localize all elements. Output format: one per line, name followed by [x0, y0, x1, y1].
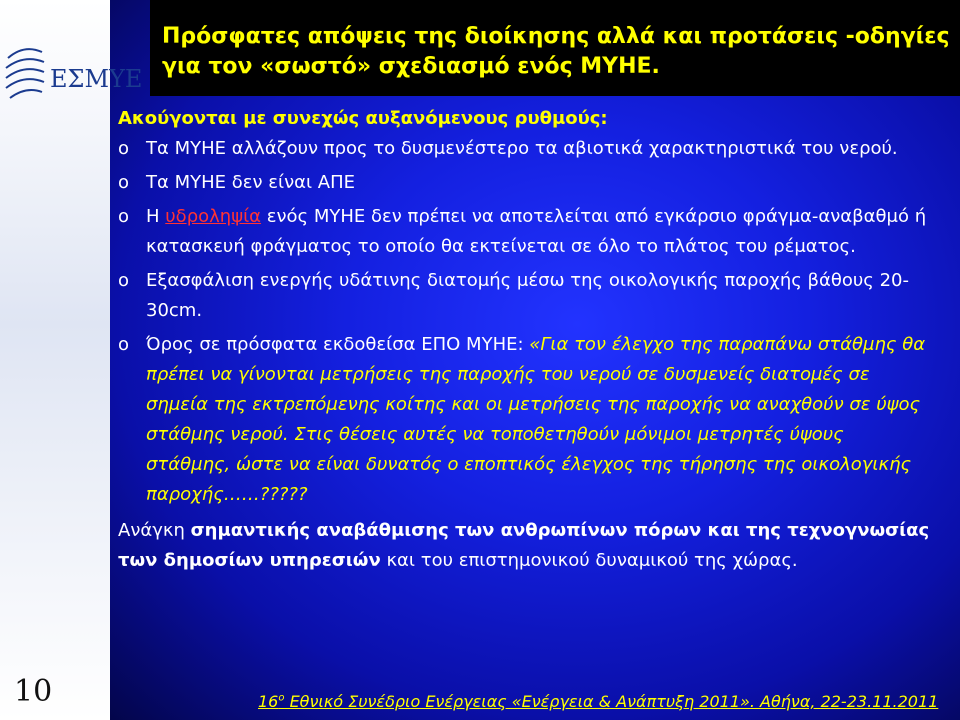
- footer-conference: [258, 692, 958, 711]
- bullet-text-prefix: Η: [146, 206, 166, 227]
- summary-emphasis: σημαντικής αναβάθμισης των ανθρωπίνων πόρων και της τεχνογνωσίας των δημοσίων υπηρεσιών: [118, 520, 930, 571]
- bullet-circle-icon: o: [118, 334, 130, 355]
- bullet-text-prefix: Όρος σε πρόσφατα εκδοθείσα ΕΠΟ ΜΥΗΕ:: [146, 334, 530, 355]
- summary-end: και του επιστημονικού δυναμικού της χώρας.: [380, 550, 798, 571]
- summary-paragraph: [118, 516, 930, 576]
- bullet-item: [118, 266, 930, 326]
- logo-graphic-icon: [2, 40, 142, 110]
- footer-ordinal: ο: [278, 692, 285, 704]
- title-line-1: Πρόσφατες απόψεις της διοίκησης αλλά και προτάσεις -οδηγίες: [162, 24, 950, 49]
- slide-title: [162, 22, 957, 82]
- hyperlink-ydrolipsia[interactable]: υδροληψία: [165, 206, 262, 227]
- bullet-text: Τα ΜΥΗΕ αλλάζουν προς το δυσμενέστερο τα αβιοτικά χαρακτηριστικά του νερού.: [146, 138, 898, 159]
- bullet-circle-icon: o: [118, 206, 130, 227]
- title-line-2: για τον «σωστό» σχεδιασμό ενός ΜΥΗΕ.: [162, 54, 660, 79]
- slide-content: [118, 104, 930, 576]
- bullet-circle-icon: o: [118, 138, 130, 159]
- bullet-circle-icon: o: [118, 172, 130, 193]
- esmye-logo: [2, 40, 142, 110]
- bullet-text: Τα ΜΥΗΕ δεν είναι ΑΠΕ: [146, 172, 356, 193]
- footer-text: Εθνικό Συνέδριο Ενέργειας «Ενέργεια & Ανάπτυξη 2011». Αθήνα, 22-23.11.2011: [284, 692, 939, 711]
- footer-number: 16: [258, 692, 279, 711]
- bullet-circle-icon: o: [118, 270, 130, 291]
- bullet-text-rest: ενός ΜΥΗΕ δεν πρέπει να αποτελείται από εγκάρσιο φράγμα-αναβαθμό ή κατασκευή φράγματος το οποίο θα εκτείνεται σε όλο το πλάτος του ρέματος.: [146, 206, 927, 257]
- bullet-text: Εξασφάλιση ενεργής υδάτινης διατομής μέσω της οικολογικής παροχής βάθους 20-30cm.: [146, 270, 909, 321]
- bullet-item: [118, 330, 930, 510]
- summary-start: Ανάγκη: [118, 520, 191, 541]
- slide-number: 10: [14, 674, 53, 709]
- bullet-item: [118, 134, 930, 164]
- lead-text: Ακούγονται με συνεχώς αυξανόμενους ρυθμούς:: [118, 108, 608, 129]
- quoted-term-text: «Για τον έλεγχο της παραπάνω στάθμης θα πρέπει να γίνονται μετρήσεις της παροχής του νερού σε δυσμενείς διατομές σε σημεία της εκτρεπόμενης κοίτης και οι μετρήσεις της παροχής να αναχθούν σε ύψος στάθμης νερού. Στις θέσεις αυτές να τοποθετηθούν μόνιμοι μετρητές ύψους στάθμης, ώστε να είναι δυνατός ο εποπτικός έλεγχος της τήρησης της οικολογικής παροχής……?????: [146, 334, 926, 505]
- bullet-item: [118, 202, 930, 262]
- logo-text: ΕΣΜΥΕ: [50, 65, 142, 93]
- bullet-item: [118, 168, 930, 198]
